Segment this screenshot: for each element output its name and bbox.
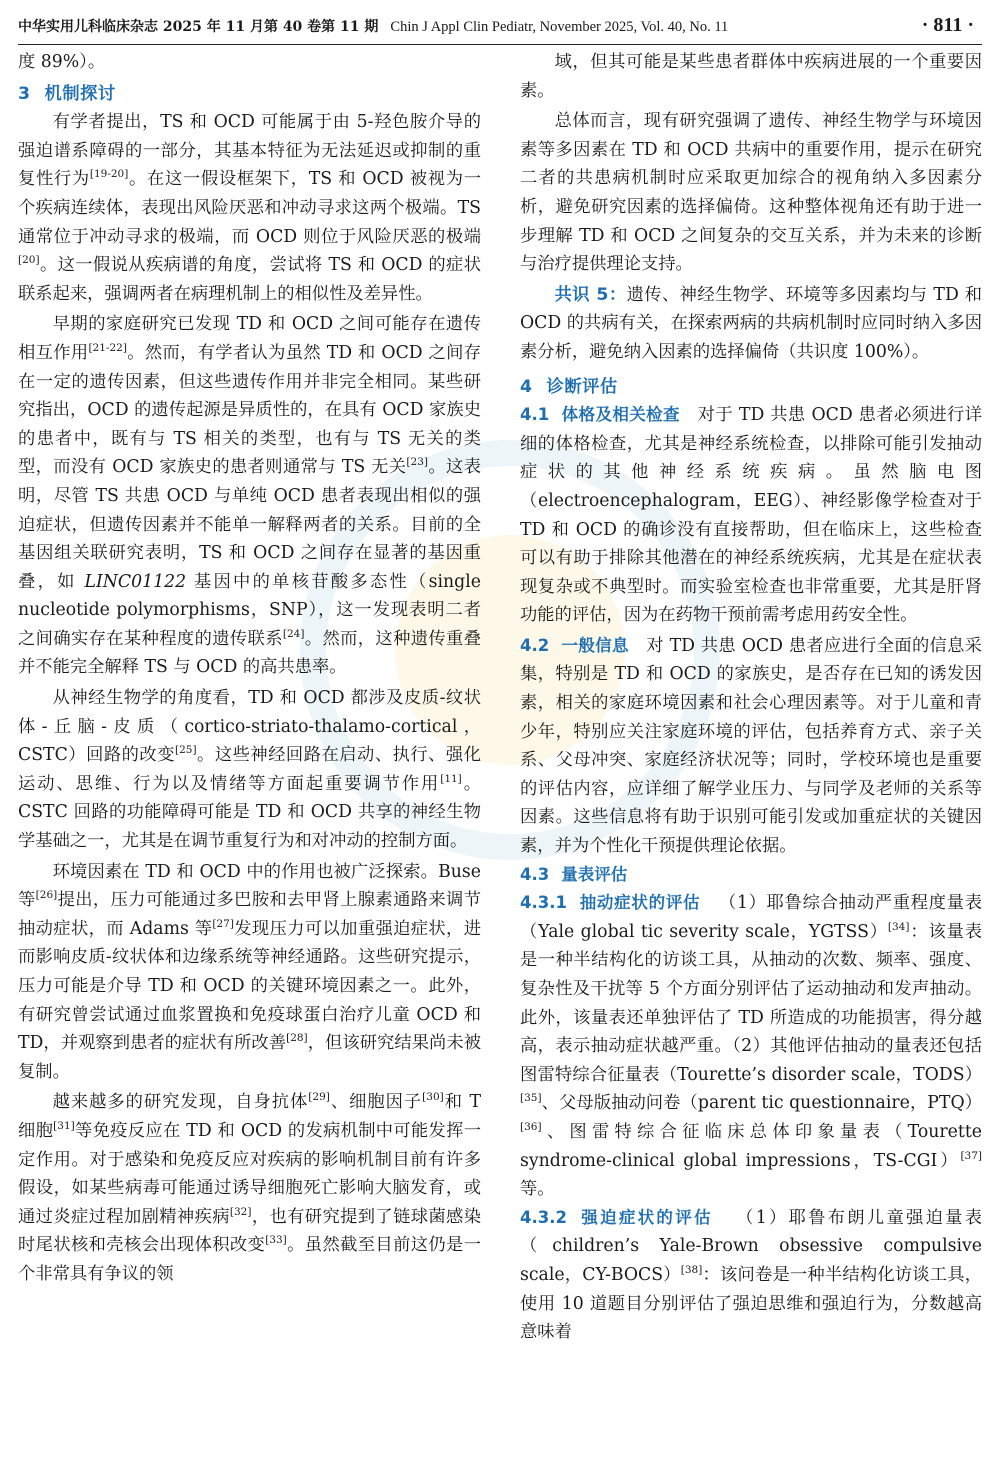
citation-ref: [11] [440, 772, 462, 785]
subsection-number: 4.3 [520, 864, 550, 884]
subsection-number: 4.2 [520, 635, 550, 655]
paragraph: 环境因素在 TD 和 OCD 中的作用也被广泛探索。Buse 等[26]提出，压力可能通过多巴胺和去甲肾上腺素通路来调节抽动症状，而 Adams 等[27]发现压力可以加重强迫症状，进而影响皮质-纹状体和边缘系统等神经通路。这些研究提示，压力可能是介导 TD 和 OCD 的关键环境因素之一。此外，有研究曾尝试通过血浆置换和免疫球蛋白治疗儿童 OCD 和 TD，并观察到患者的症状有所改善[28]，但该研究结果尚未被复制。 [18, 861, 481, 1082]
subsection-number: 4.3.2 [520, 1207, 567, 1227]
subsection-title: 一般信息 [561, 635, 629, 655]
consensus-text: 遗传、神经生物学、环境等多因素均与 TD 和 OCD 的共病有关，在探索两病的共病机制时应同时纳入多因素分析，避免纳入因素的选择偏倚（共识度 100%）。 [520, 284, 982, 362]
subsection-title: 强迫症状的评估 [578, 1207, 713, 1227]
summary-paragraph: 总体而言，现有研究强调了遗传、神经生物学与环境因素等多因素在 TD 和 OCD 共病中的重要作用，提示在研究二者的共患病机制时应采取更加综合的视角纳入多因素分析，避免研究因素的选择偏倚。这种整体视角还有助于进一步理解 TD 和 OCD 之间复杂的交互关系，并为未来的诊断与治疗提供理论支持。 [520, 111, 982, 275]
subsection-title: 体格及相关检查 [561, 405, 680, 425]
consensus-label: 共识 5： [554, 284, 627, 305]
citation-ref: [33] [265, 1234, 287, 1247]
page-number: · 811 · [921, 14, 974, 36]
section-heading-4 [520, 373, 982, 402]
journal-name-cn: 中华实用儿科临床杂志 2025 年 11 月第 40 卷第 11 期 [18, 19, 379, 35]
subsection-heading [520, 865, 627, 884]
section-title: 机制探讨 [44, 83, 116, 104]
citation-ref: [30] [422, 1091, 444, 1104]
paragraph: 早期的家庭研究已发现 TD 和 OCD 之间可能存在遗传相互作用[21-22]。然而，有学者认为虽然 TD 和 OCD 之间存在一定的遗传因素，但这些遗传作用并非完全相同。某些研究指出，OCD 的遗传起源是异质性的，在具有 OCD 家族史的患者中，既有与 TS 相关的类型，也有与 TS 无关的类型，而没有 OCD 家族史的患者则通常与 TS 无关[23]。这表明，尽管 TS 共患 OCD 与单纯 OCD 患者表现出相似的强迫症状，但遗传因素并不能单一解释两者的关系。目前的全基因组关联研究表明，TS 和 OCD 之间存在显著的基因重叠，如 LINC01122 基因中的单核苷酸多态性（single nucleotide polymorphisms，SNP），这一发现表明二者之间确实存在某种程度的遗传联系[24]。然而，这种遗传重叠并不能完全解释 TS 与 OCD 的高共患率。 [18, 314, 481, 678]
running-header [18, 10, 982, 45]
section-heading-3 [18, 80, 481, 109]
subsection-text: （1）耶鲁综合抽动严重程度量表（Yale global tic severity scale，YGTSS）[34]：该量表是一种半结构化的访谈工具，从抽动的次数、频率、强度、复杂性及干扰等 5 个方面分别评估了运动抽动和发声抽动。此外，该量表还单独评估了 TD 所造成的功能损害，得分越高，表示抽动症状越严重。（2）其他评估抽动的量表还包括图雷特综合征量表（Tourette’s disorder scale，TODS）[35]、父母版抽动问卷（parent tic questionnaire，PTQ）[36]、图雷特综合征临床总体印象量表（Tourette syndrome-clinical global impressions，TS-CGI）[37]等。 [520, 893, 983, 1200]
continued-text: 域，但其可能是某些患者群体中疾病进展的一个重要因素。 [520, 52, 982, 101]
gene-name: LINC01122 [84, 571, 187, 592]
citation-ref: [23] [406, 456, 428, 469]
left-column [18, 48, 481, 1289]
citation-ref: [38] [680, 1263, 703, 1276]
journal-citation [18, 16, 728, 36]
citation-ref: [24] [282, 627, 305, 640]
subsection-text: 对 TD 共患 OCD 患者应进行全面的信息采集，特别是 TD 和 OCD 的家族史，是否存在已知的诱发因素，相关的家庭环境因素和社会心理因素等。对于儿童和青少年，特别应关注家庭环境的评估，包括养育方式、亲子关系、父母冲突、家庭经济状况等；同时，学校环境也是重要的评估内容，应详细了解学业压力、与同学及老师的关系等因素。这些信息将有助于识别可能引发或加重症状的关键因素，并为个性化干预提供理论依据。 [520, 635, 983, 857]
subsection-text: 对于 TD 共患 OCD 患者必须进行详细的体格检查，尤其是神经系统检查，以排除可能引发抽动症状的其他神经系统疾病。虽然脑电图（electroencephalogram，EEG）、神经影像学检查对于 TD 和 OCD 的确诊没有直接帮助，但在临床上，这些检查可以有助于排除其他潜在的神经系统疾病，尤其是在症状表现复杂或不典型时。而实验室检查也非常重要，尤其是肝肾功能的评估，因为在药物干预前需考虑用药安全性。 [520, 405, 983, 626]
citation-ref: [36] [520, 1120, 542, 1133]
subsection-4-3-1 [520, 889, 982, 1204]
citation-ref: [26] [35, 889, 58, 902]
subsection-heading [520, 405, 680, 424]
section-number: 4 [520, 376, 533, 397]
subsection-title: 抽动症状的评估 [578, 893, 701, 913]
subsection-4-3-2 [520, 1204, 982, 1347]
subsection-heading [520, 636, 629, 655]
citation-ref: [20] [18, 254, 40, 267]
subsection-4-1 [520, 401, 982, 630]
citation-ref: [27] [212, 917, 234, 930]
citation-ref: [25] [174, 744, 197, 757]
citation-ref: [35] [520, 1092, 542, 1105]
citation-ref: [19-20] [89, 168, 129, 181]
citation-ref: [28] [286, 1032, 308, 1045]
subsection-heading [520, 1208, 713, 1227]
citation-ref: [29] [308, 1091, 330, 1104]
paragraph: 有学者提出，TS 和 OCD 可能属于由 5-羟色胺介导的强迫谱系障碍的一部分，其基本特征为无法延迟或抑制的重复性行为[19-20]。在这一假设框架下，TS 和 OCD 被视为一个疾病连续体，表现出风险厌恶和冲动寻求这两个极端。TS 通常位于冲动寻求的极端，而 OCD 则位于风险厌恶的极端[20]。这一假说从疾病谱的角度，尝试将 TS 和 OCD 的症状联系起来，强调两者在病理机制上的相似性及差异性。 [18, 112, 481, 304]
continued-text: 度 89%）。 [18, 52, 106, 72]
subsection-heading-4-3 [520, 861, 982, 890]
subsection-4-2 [520, 632, 982, 861]
subsection-heading [520, 893, 700, 912]
paragraph: 从神经生物学的角度看，TD 和 OCD 都涉及皮质-纹状体-丘脑-皮质（cortico-striato-thalamo-cortical，CSTC）回路的改变[25]。这些神经回路在启动、执行、强化运动、思维、行为以及情绪等方面起重要调节作用[11]。CSTC 回路的功能障碍可能是 TD 和 OCD 共享的神经生物学基础之一，尤其是在调节重复行为和对冲动的控制方面。 [18, 688, 481, 852]
subsection-number: 4.1 [520, 405, 550, 425]
right-column [520, 48, 982, 1347]
citation-ref: [34] [887, 920, 910, 933]
citation-ref: [32] [229, 1205, 252, 1218]
paragraph: 越来越多的研究发现，自身抗体[29]、细胞因子[30]和 T 细胞[31]等免疫反应在 TD 和 OCD 的发病机制中可能发挥一定作用。对于感染和免疫反应对疾病的影响机制目前有许多假设，如某些病毒可能通过诱导细胞死亡影响大脑发育，或通过炎症过程加剧精神疾病[32]，也有研究提到了链球菌感染时尾状核和壳核会出现体积改变[33]。虽然截至目前这仍是一个非常具有争议的领 [18, 1091, 481, 1284]
subsection-number: 4.3.1 [520, 893, 567, 913]
subsection-title: 量表评估 [561, 864, 628, 884]
section-title: 诊断评估 [546, 376, 618, 397]
citation-ref: [31] [53, 1119, 75, 1132]
subsection-text: （1）耶鲁布朗儿童强迫量表（children’s Yale-Brown obsessive compulsive scale，CY-BOCS）[38]：该问卷是一种半结构化访谈工具，使用 10 道题目分别评估了强迫思维和强迫行为，分数越高意味着 [520, 1207, 983, 1343]
journal-name-en: Chin J Appl Clin Pediatr, November 2025, Vol. 40, No. 11 [390, 19, 729, 35]
citation-ref: [21-22] [88, 341, 127, 354]
consensus-statement [520, 281, 982, 367]
citation-ref: [37] [960, 1149, 982, 1162]
section-number: 3 [18, 83, 31, 104]
